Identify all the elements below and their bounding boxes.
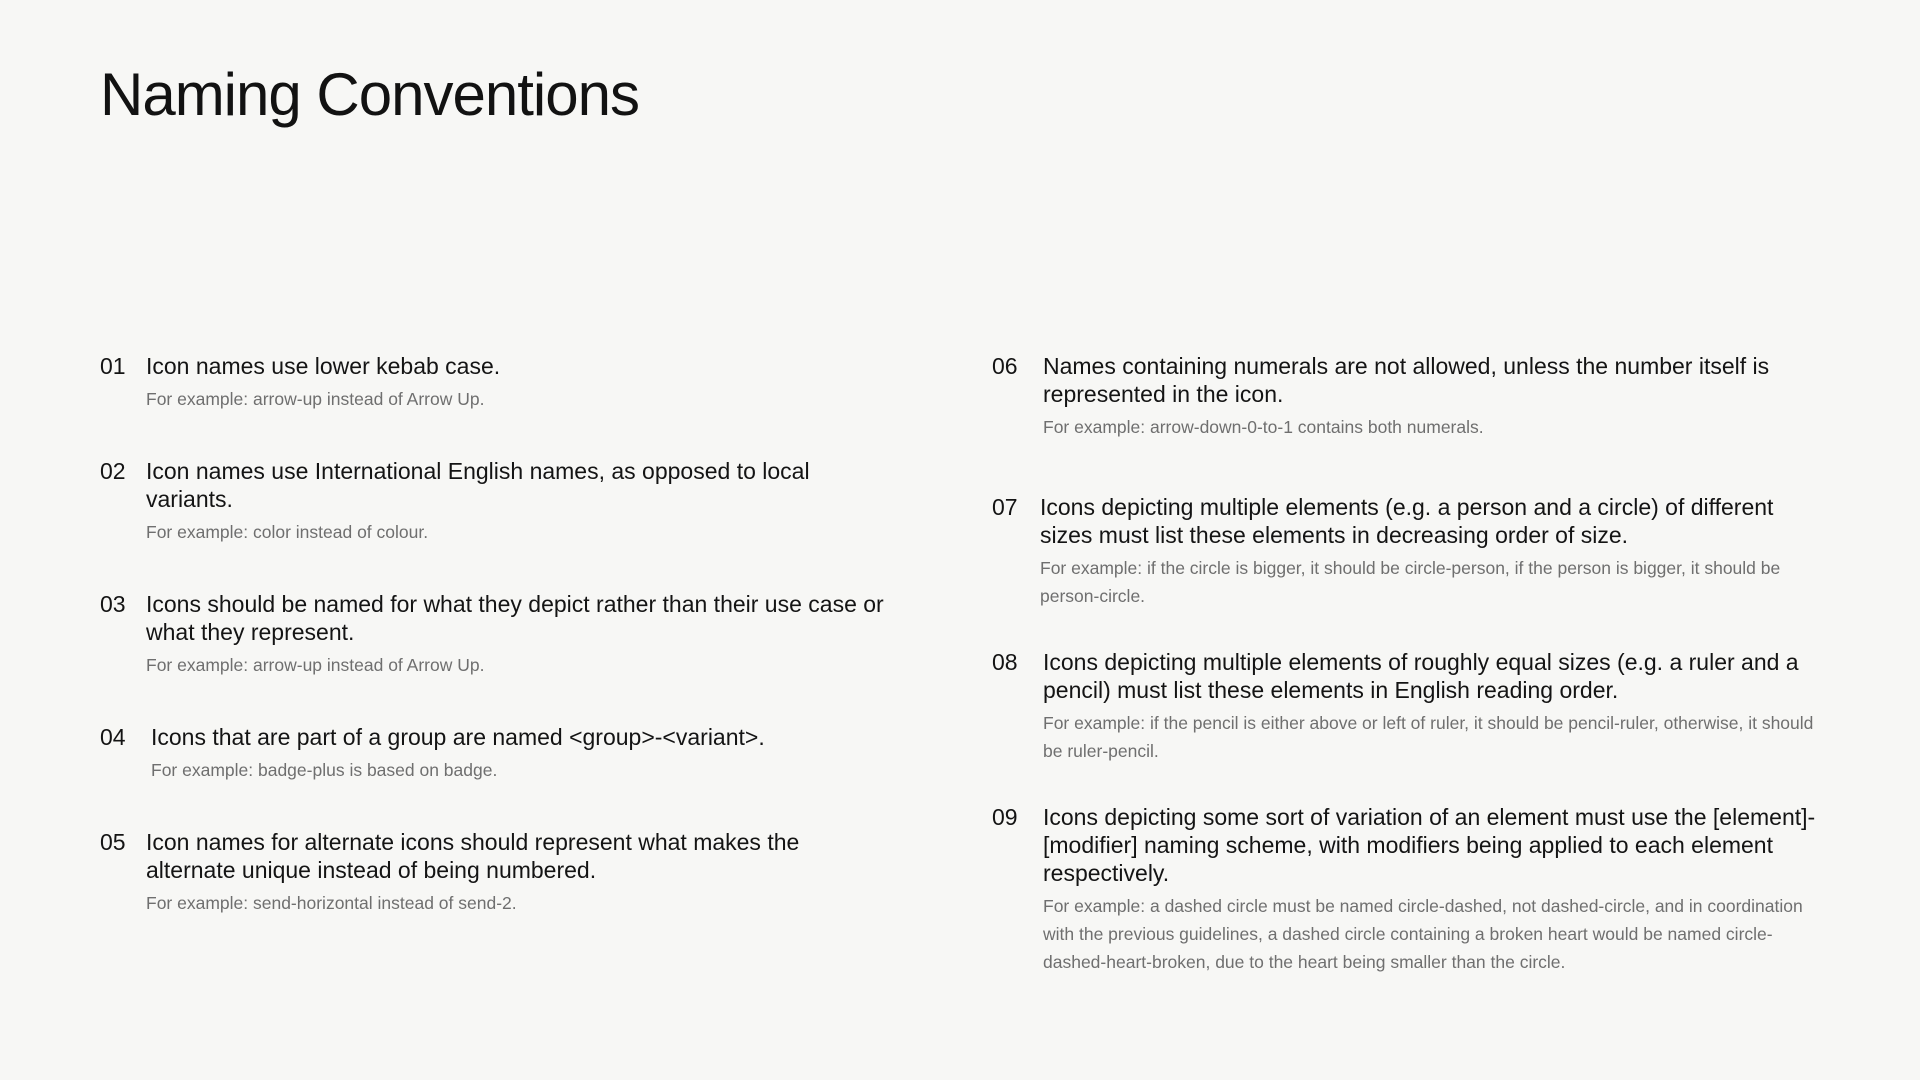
- rule-item: [100, 457, 930, 546]
- rule-body: [1040, 493, 1852, 610]
- rule-body: [151, 723, 930, 784]
- rule-text: Icons depicting multiple elements of roughly equal sizes (e.g. a ruler and a pencil) must list these elements in English reading order.: [1043, 649, 1799, 703]
- rule-text: Names containing numerals are not allowed, unless the number itself is represented in the icon.: [1043, 353, 1770, 407]
- rule-item: [992, 493, 1852, 610]
- rule-number: 07: [992, 494, 1018, 520]
- rule-body: [146, 352, 930, 413]
- rule-item: [992, 352, 1852, 441]
- rules-column-left: [100, 352, 930, 961]
- rule-body: [146, 457, 930, 546]
- rule-item: [100, 723, 930, 784]
- rule-number: 08: [992, 649, 1018, 675]
- rule-body: [146, 828, 930, 917]
- rule-text: Icon names use lower kebab case.: [146, 353, 501, 379]
- rule-example: For example: if the pencil is either above or left of ruler, it should be pencil-ruler, otherwise, it should be ruler-pencil.: [1043, 713, 1814, 761]
- rule-example: For example: color instead of colour.: [146, 522, 429, 542]
- rule-example: For example: arrow-up instead of Arrow Up.: [146, 655, 485, 675]
- rule-body: [146, 590, 930, 679]
- page-title: Naming Conventions: [100, 61, 639, 128]
- rule-body: [1043, 803, 1852, 976]
- rule-number: 04: [100, 724, 126, 750]
- rule-body: [1043, 352, 1852, 441]
- rule-item: [100, 828, 930, 917]
- rule-item: [992, 803, 1852, 976]
- rule-number: 09: [992, 804, 1018, 830]
- rule-example: For example: arrow-down-0-to-1 contains both numerals.: [1043, 417, 1484, 437]
- rule-text: Icons that are part of a group are named <group>-<variant>.: [151, 724, 765, 750]
- rules-column-right: [992, 352, 1852, 976]
- rule-item: [992, 648, 1852, 765]
- rule-text: Icons should be named for what they depict rather than their use case or what they represent.: [146, 591, 884, 645]
- rule-example: For example: arrow-up instead of Arrow Up.: [146, 389, 485, 409]
- rule-item: [100, 352, 930, 413]
- rule-example: For example: send-horizontal instead of send-2.: [146, 893, 517, 913]
- rule-number: 01: [100, 353, 126, 379]
- rule-text: Icons depicting multiple elements (e.g. a person and a circle) of different sizes must list these elements in decreasing order of size.: [1040, 494, 1774, 548]
- rule-body: [1043, 648, 1852, 765]
- rule-text: Icons depicting some sort of variation of an element must use the [element]-[modifier] naming scheme, with modifiers being applied to each element respectively.: [1043, 804, 1816, 886]
- rule-example: For example: if the circle is bigger, it should be circle-person, if the person is bigger, it should be person-circle.: [1040, 558, 1781, 606]
- rule-number: 05: [100, 829, 126, 855]
- rule-text: Icon names use International English names, as opposed to local variants.: [146, 458, 810, 512]
- rule-text: Icon names for alternate icons should represent what makes the alternate unique instead of being numbered.: [146, 829, 800, 883]
- rule-example: For example: badge-plus is based on badge.: [151, 760, 498, 780]
- rule-number: 06: [992, 353, 1018, 379]
- rule-number: 03: [100, 591, 126, 617]
- rule-item: [100, 590, 930, 679]
- rule-example: For example: a dashed circle must be named circle-dashed, not dashed-circle, and in coordination with the previous guidelines, a dashed circle containing a broken heart would be named circle-dashed-heart-broken, due to the heart being smaller than the circle.: [1043, 896, 1803, 972]
- rule-number: 02: [100, 458, 126, 484]
